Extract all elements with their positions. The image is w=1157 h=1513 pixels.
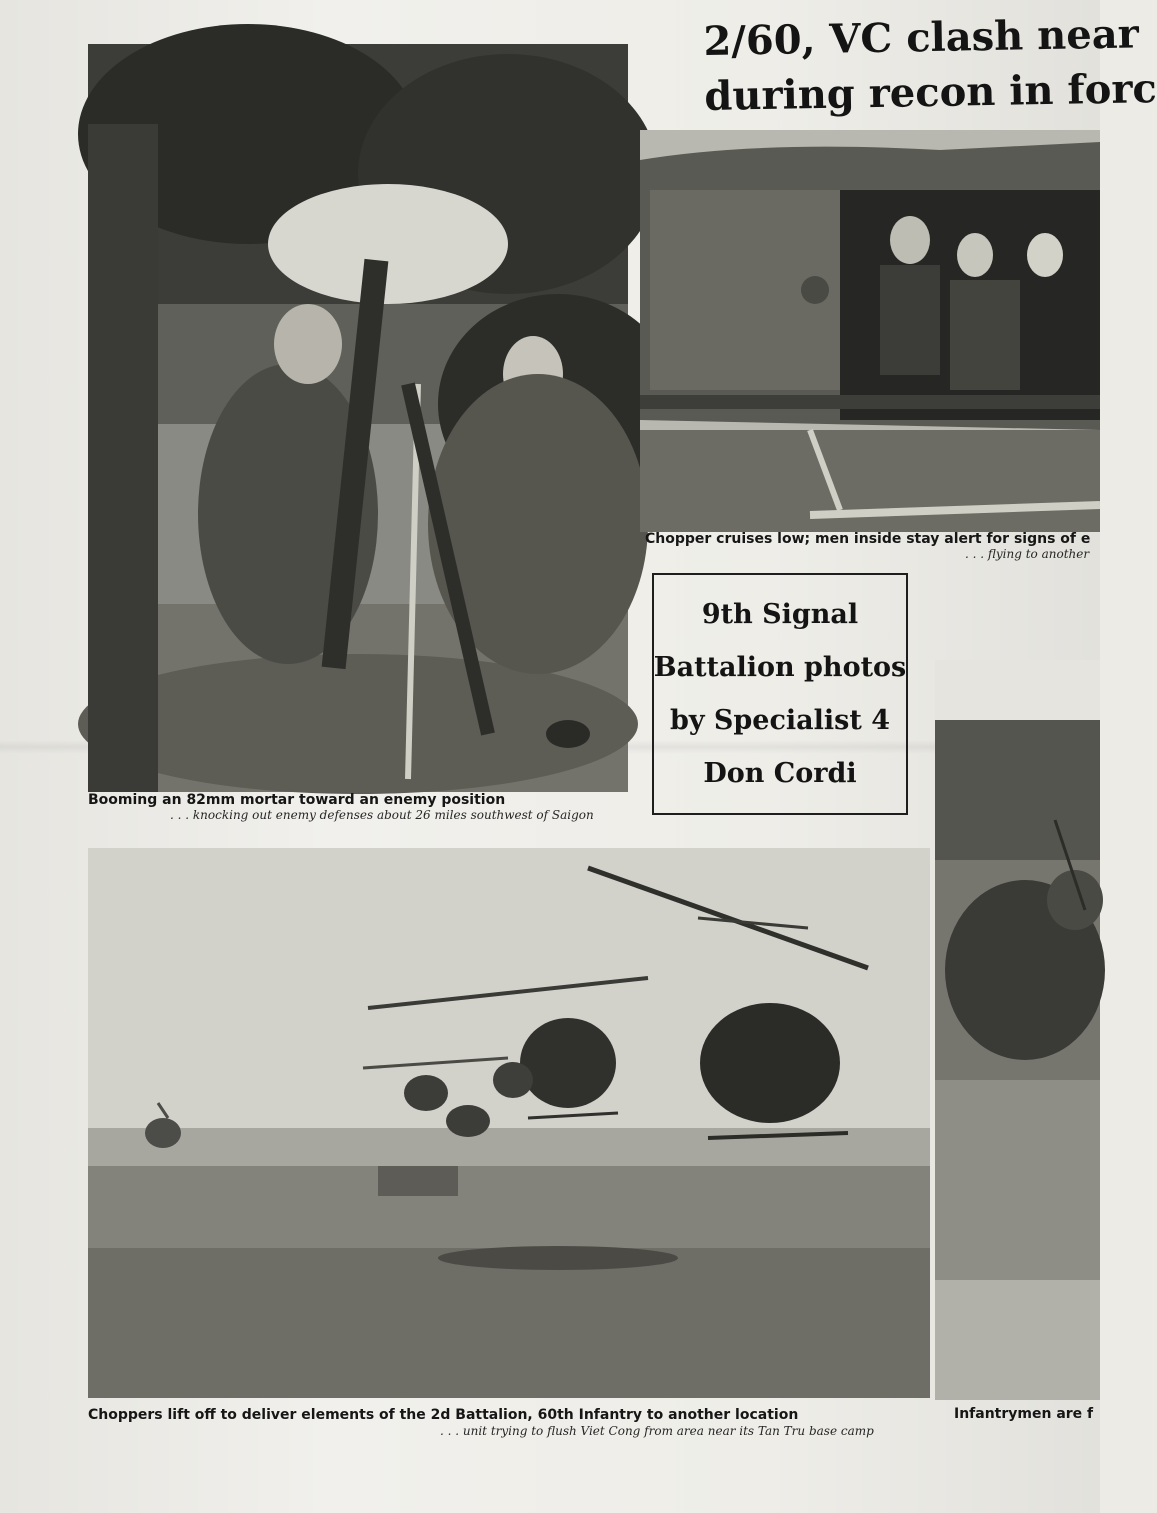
mortar-crew-photo bbox=[88, 44, 628, 792]
choppers-liftoff-photo bbox=[88, 848, 930, 1398]
headline-line-1: 2/60, VC clash near bbox=[703, 10, 1140, 65]
chopper-photo-subcaption: . . . flying to another bbox=[965, 547, 1090, 561]
chopper-interior-photo bbox=[640, 130, 1100, 532]
liftoff-photo-subcaption: . . . unit trying to flush Viet Cong from area near its Tan Tru base camp bbox=[440, 1424, 874, 1438]
mortar-photo-caption: Booming an 82mm mortar toward an enemy position bbox=[88, 792, 506, 808]
liftoff-photo-caption: Choppers lift off to deliver elements of the 2d Battalion, 60th Infantry to another location bbox=[88, 1407, 799, 1423]
headline-line-2: during recon in forc bbox=[704, 65, 1157, 120]
chopper-photo-caption: Chopper cruises low; men inside stay alert for signs of e bbox=[645, 531, 1091, 547]
credit-line-2: Battalion photos bbox=[653, 652, 907, 683]
infantrymen-photo bbox=[935, 660, 1100, 1400]
photo-credit-box bbox=[652, 573, 908, 815]
infantrymen-photo-caption: Infantrymen are f bbox=[954, 1406, 1094, 1422]
mortar-photo-subcaption: . . . knocking out enemy defenses about 26 miles southwest of Saigon bbox=[170, 808, 594, 822]
credit-line-1: 9th Signal bbox=[701, 599, 859, 630]
credit-line-4: Don Cordi bbox=[703, 758, 857, 789]
credit-line-3: by Specialist 4 bbox=[669, 705, 891, 736]
headline bbox=[703, 7, 1157, 134]
